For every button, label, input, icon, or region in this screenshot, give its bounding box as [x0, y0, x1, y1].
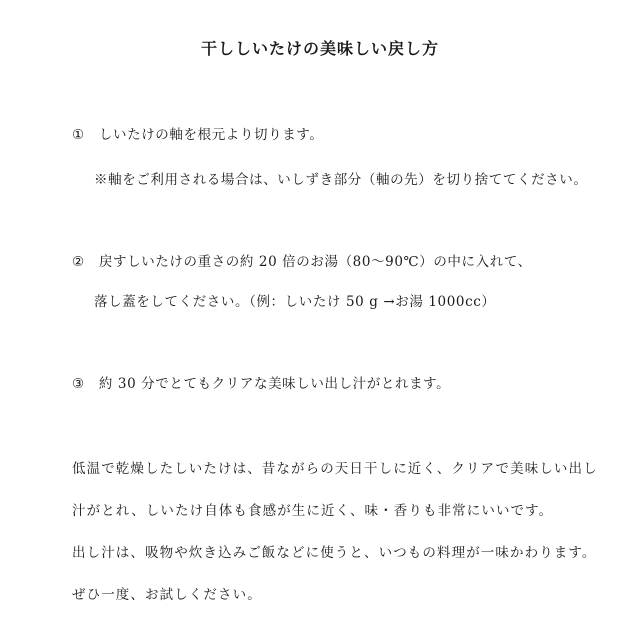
step-3 [72, 374, 450, 394]
paragraph-line-4: ぜひ一度、お試しください。 [72, 587, 262, 603]
step-2 [72, 252, 532, 272]
step-3-text: 約 30 分でとてもクリアな美味しい出し汁がとれます。 [98, 376, 451, 392]
paragraph-line-2: 汁がとれ、しいたけ自体も食感が生に近く、味・香りも非常にいいです。 [72, 503, 554, 519]
step-1 [72, 125, 323, 145]
step-3-number: ③ [72, 376, 85, 392]
step-1-note: ※軸をご利用される場合は、いしずき部分（軸の先）を切り捨ててください。 [94, 172, 588, 188]
step-1-text: しいたけの軸を根元より切ります。 [98, 127, 324, 143]
step-2-text-line-2: 落し蓋をしてください。（例：しいたけ 50 g →お湯 1000cc） [94, 294, 496, 310]
step-1-number: ① [72, 127, 85, 143]
paragraph-line-3: 出し汁は、吸物や炊き込みご飯などに使うと、いつもの料理が一味かわります。 [72, 545, 597, 561]
step-2-text-line-1: 戻すしいたけの重さの約 20 倍のお湯（80～90℃）の中に入れて、 [98, 254, 532, 270]
page-title: 干ししいたけの美味しい戻し方 [200, 39, 439, 58]
step-2-number: ② [72, 254, 85, 270]
paragraph-line-1: 低温で乾燥したしいたけは、昔ながらの天日干しに近く、クリアで美味しい出し [72, 461, 598, 477]
